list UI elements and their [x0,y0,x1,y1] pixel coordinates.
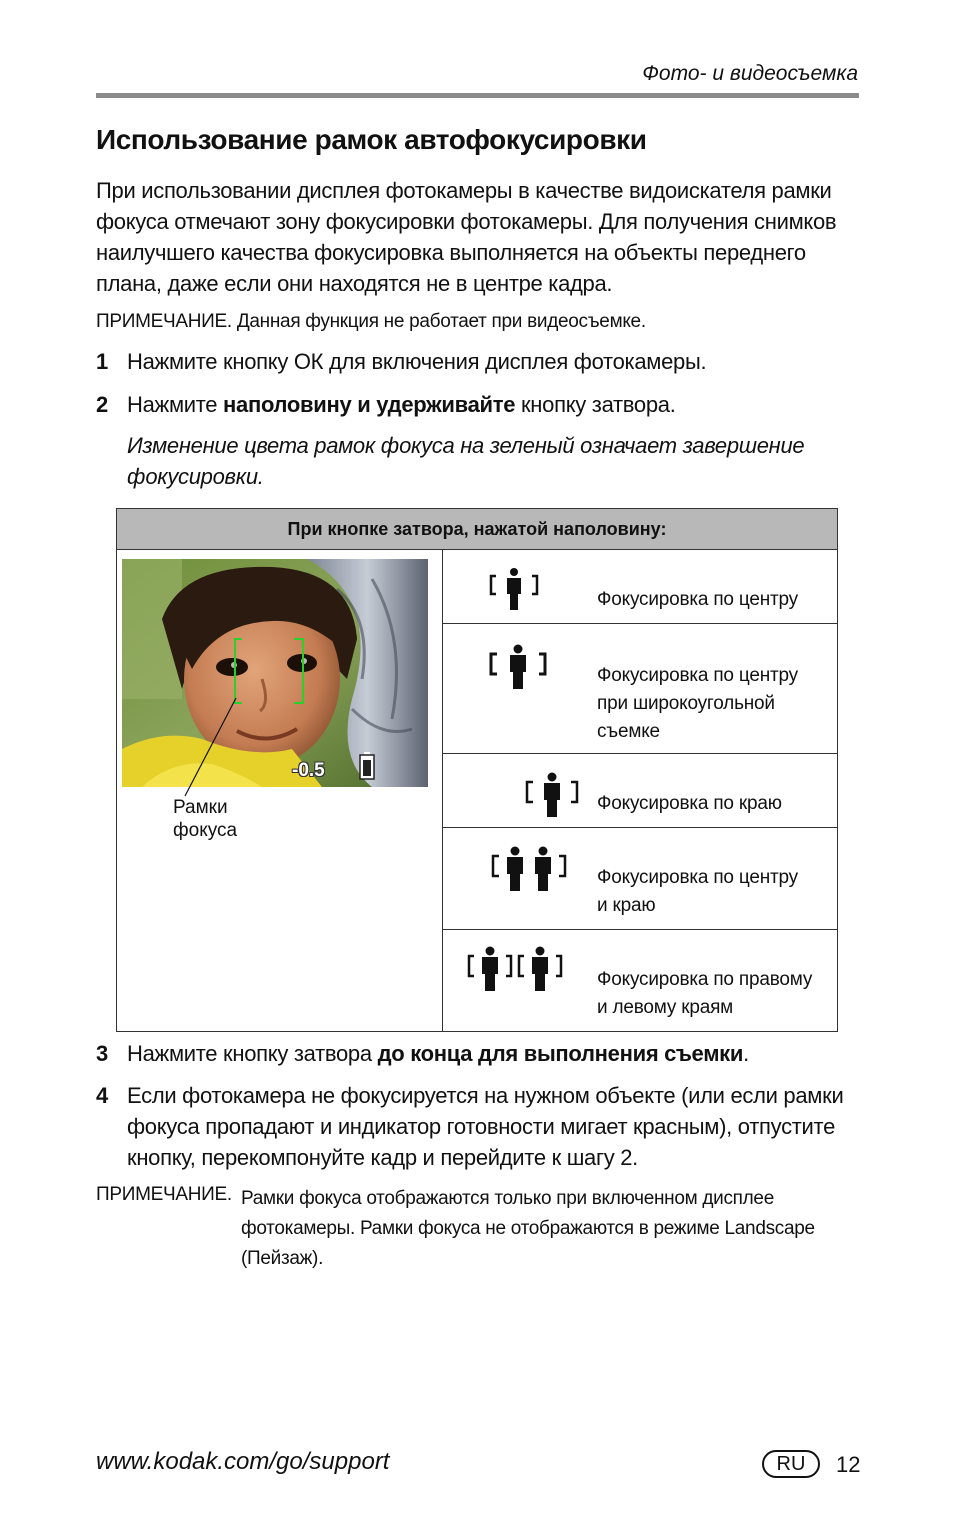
step-1 [96,346,866,377]
step-number: 2 [96,392,108,417]
wide-center-focus-icon [489,644,547,690]
focus-mode-label: Фокусировка по краю [597,793,782,814]
step-text-post: кнопку затвора. [515,392,676,417]
example-cell [117,550,443,1031]
step-text-post: . [743,1041,749,1066]
header-rule [96,93,859,98]
step-text [127,389,866,420]
focus-mode-label: Фокусировка по центру при широкоугольной съемке [597,665,798,742]
step-number: 1 [96,349,108,374]
center-focus-icon [489,568,539,612]
focus-mode-row [443,930,837,1031]
step-text-bold: до конца для выполнения съемки [377,1041,744,1066]
center-and-side-focus-icon [491,846,567,892]
photo-caption: Рамки фокуса [173,797,238,841]
step-4 [96,1080,866,1173]
note-focus-frames [96,1184,866,1274]
focus-mode-label: Фокусировка по правому и левому краям [597,969,813,1018]
step-text [127,1038,866,1069]
focus-mode-label: Фокусировка по центру [597,589,798,610]
focus-modes-table [116,508,838,1032]
left-right-focus-icon [467,946,563,994]
focus-mode-row [443,624,837,754]
focus-mode-row [443,754,837,828]
note-text: Рамки фокуса отображаются только при включенном дисплее фотокамеры. Рамки фокуса не отображаются в режиме Landscape (Пейзаж). [241,1188,815,1269]
step-text-pre: Нажмите [127,392,224,417]
step-3 [96,1038,866,1069]
page-number: 12 [836,1452,861,1477]
table-header: При кнопке затвора, нажатой наполовину: [117,509,837,550]
step-number: 4 [96,1083,108,1108]
step-number: 3 [96,1041,108,1066]
focus-mode-row [443,550,837,624]
note-video: ПРИМЕЧАНИЕ. Данная функция не работает при видеосъемке. [96,311,646,332]
step-text-pre: Нажмите кнопку затвора [127,1041,378,1066]
language-badge: RU [762,1450,820,1478]
page-title: Использование рамок автофокусировки [96,124,647,155]
caption-leader-line [117,550,442,1031]
side-focus-icon [525,772,579,818]
step-text: Если фотокамера не фокусируется на нужном объекте (или если рамки фокуса пропадают и индикатор готовности мигает красным), отпустите кнопку, перекомпонуйте кадр и перейдите к шагу 2. [127,1083,844,1170]
focus-modes-list [443,550,837,1031]
intro-paragraph: При использовании дисплея фотокамеры в качестве видоискателя рамки фокуса отмечают зону фокусировки фотокамеры. Для получения снимков наилучшего качества фокусировка выполняется на объекты переднего плана, даже если они находятся не в центре кадра. [96,178,837,296]
exposure-value: -0.5 [292,760,325,781]
note-label: ПРИМЕЧАНИЕ. [96,1184,232,1205]
step-2 [96,389,866,420]
focus-mode-label: Фокусировка по центру и краю [597,867,798,916]
step-text-bold: наполовину и удерживайте [223,392,516,417]
running-header: Фото- и видеосъемка [642,62,858,85]
step-2-result: Изменение цвета рамок фокуса на зеленый означает завершение фокусировки. [127,433,805,489]
step-text: Нажмите кнопку ОК для включения дисплея фотокамеры. [127,349,707,374]
footer-url-link[interactable]: www.kodak.com/go/support [96,1448,390,1475]
focus-mode-row [443,828,837,930]
